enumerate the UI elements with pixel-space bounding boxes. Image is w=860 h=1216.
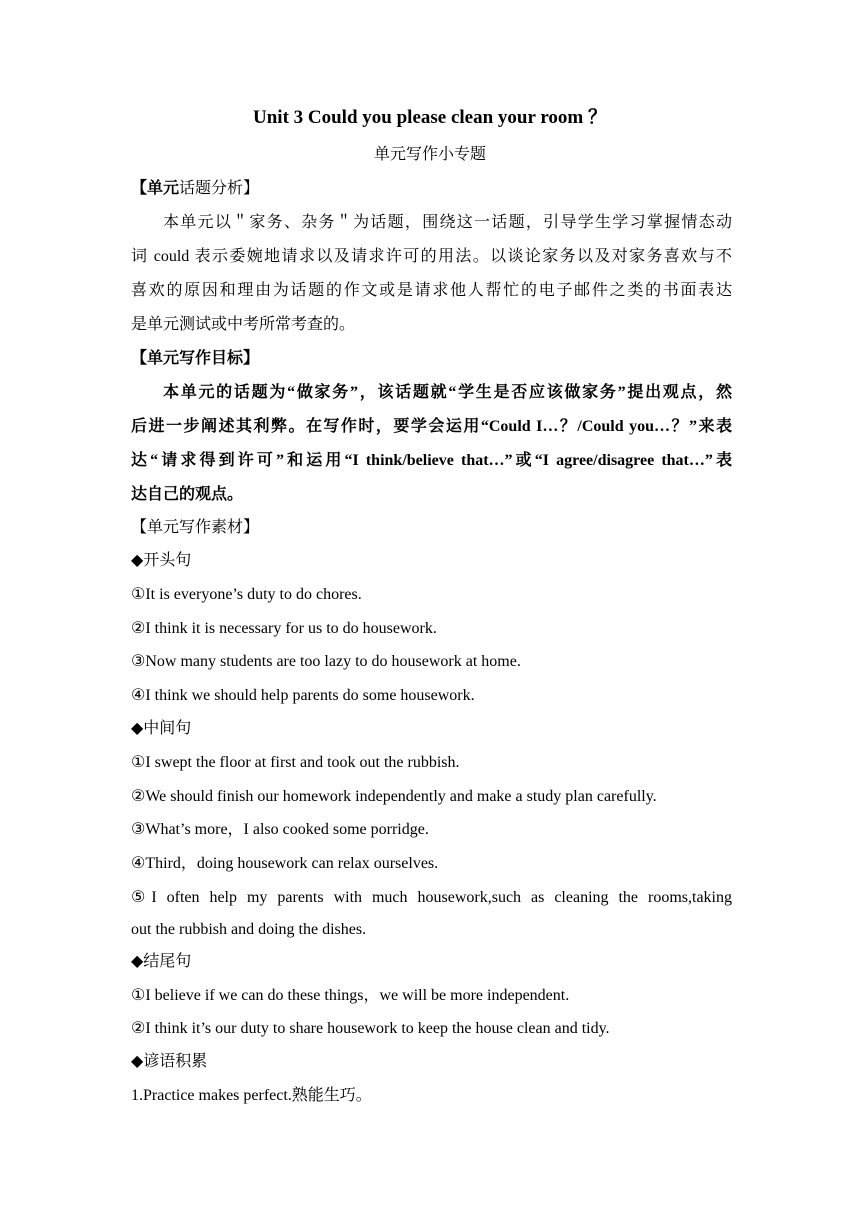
subsection-label-proverbs: ◆谚语积累 — [131, 1053, 208, 1070]
paragraph-line: 喜欢的原因和理由为话题的作文或是请求他人帮忙的电子邮件之类的书面表达 — [131, 282, 732, 299]
list-item: ①It is everyone’s duty to do chores. — [131, 586, 362, 603]
subsection-label-ending: ◆结尾句 — [131, 953, 192, 970]
list-item: ④I think we should help parents do some housework. — [131, 687, 475, 704]
paragraph-line: 达“请求得到许可”和运用“I think/believe that…”或“I agree/disagree that…”表 — [131, 452, 732, 469]
list-item: ②We should finish our homework independently and make a study plan carefully. — [131, 788, 657, 805]
list-item: ③Now many students are too lazy to do housework at home. — [131, 653, 521, 670]
list-item: ③What’s more，I also cooked some porridge. — [131, 821, 429, 838]
list-item: ④Third，doing housework can relax ourselves. — [131, 855, 439, 872]
paragraph-line: 词 could 表示委婉地请求以及请求许可的用法。以谈论家务以及对家务喜欢与不 — [131, 248, 732, 265]
list-item: 1.Practice makes perfect.熟能生巧。 — [131, 1087, 372, 1104]
section-heading-topic-analysis — [131, 179, 732, 199]
paragraph-line: 达自己的观点。 — [131, 486, 244, 503]
list-item: ①I believe if we can do these things，we will be more independent. — [131, 987, 570, 1004]
paragraph-line: 本单元的话题为“做家务”，该话题就“学生是否应该做家务”提出观点，然 — [163, 384, 732, 401]
list-item: ⑤I often help my parents with much housework,such as cleaning the rooms,taking — [131, 889, 732, 906]
heading-rest-part: 话题分析】 — [179, 180, 260, 197]
list-item: ①I swept the floor at first and took out the rubbish. — [131, 754, 460, 771]
list-item: ②I think it is necessary for us to do housework. — [131, 620, 437, 637]
page-title: Unit 3 Could you please clean your room ？ — [253, 107, 607, 128]
paragraph-line: 本单元以＂家务、杂务＂为话题，围绕这一话题，引导学生学习掌握情态动 — [163, 214, 732, 231]
page-subtitle: 单元写作小专题 — [373, 146, 486, 163]
list-item-continuation: out the rubbish and doing the dishes. — [131, 921, 367, 938]
paragraph-line: 是单元测试或中考所常考查的。 — [131, 316, 356, 333]
subsection-label-opening: ◆开头句 — [131, 552, 192, 569]
section-heading-writing-goal: 【单元写作目标】 — [131, 350, 260, 367]
section-heading-writing-materials: 【单元写作素材】 — [131, 519, 260, 536]
subsection-label-middle: ◆中间句 — [131, 720, 192, 737]
paragraph-line: 后进一步阐述其利弊。在写作时，要学会运用“Could I…？/Could you…？”来表 — [131, 418, 732, 435]
heading-bold-part: 【单元 — [131, 180, 180, 197]
list-item: ②I think it’s our duty to share housework to keep the house clean and tidy. — [131, 1020, 610, 1037]
